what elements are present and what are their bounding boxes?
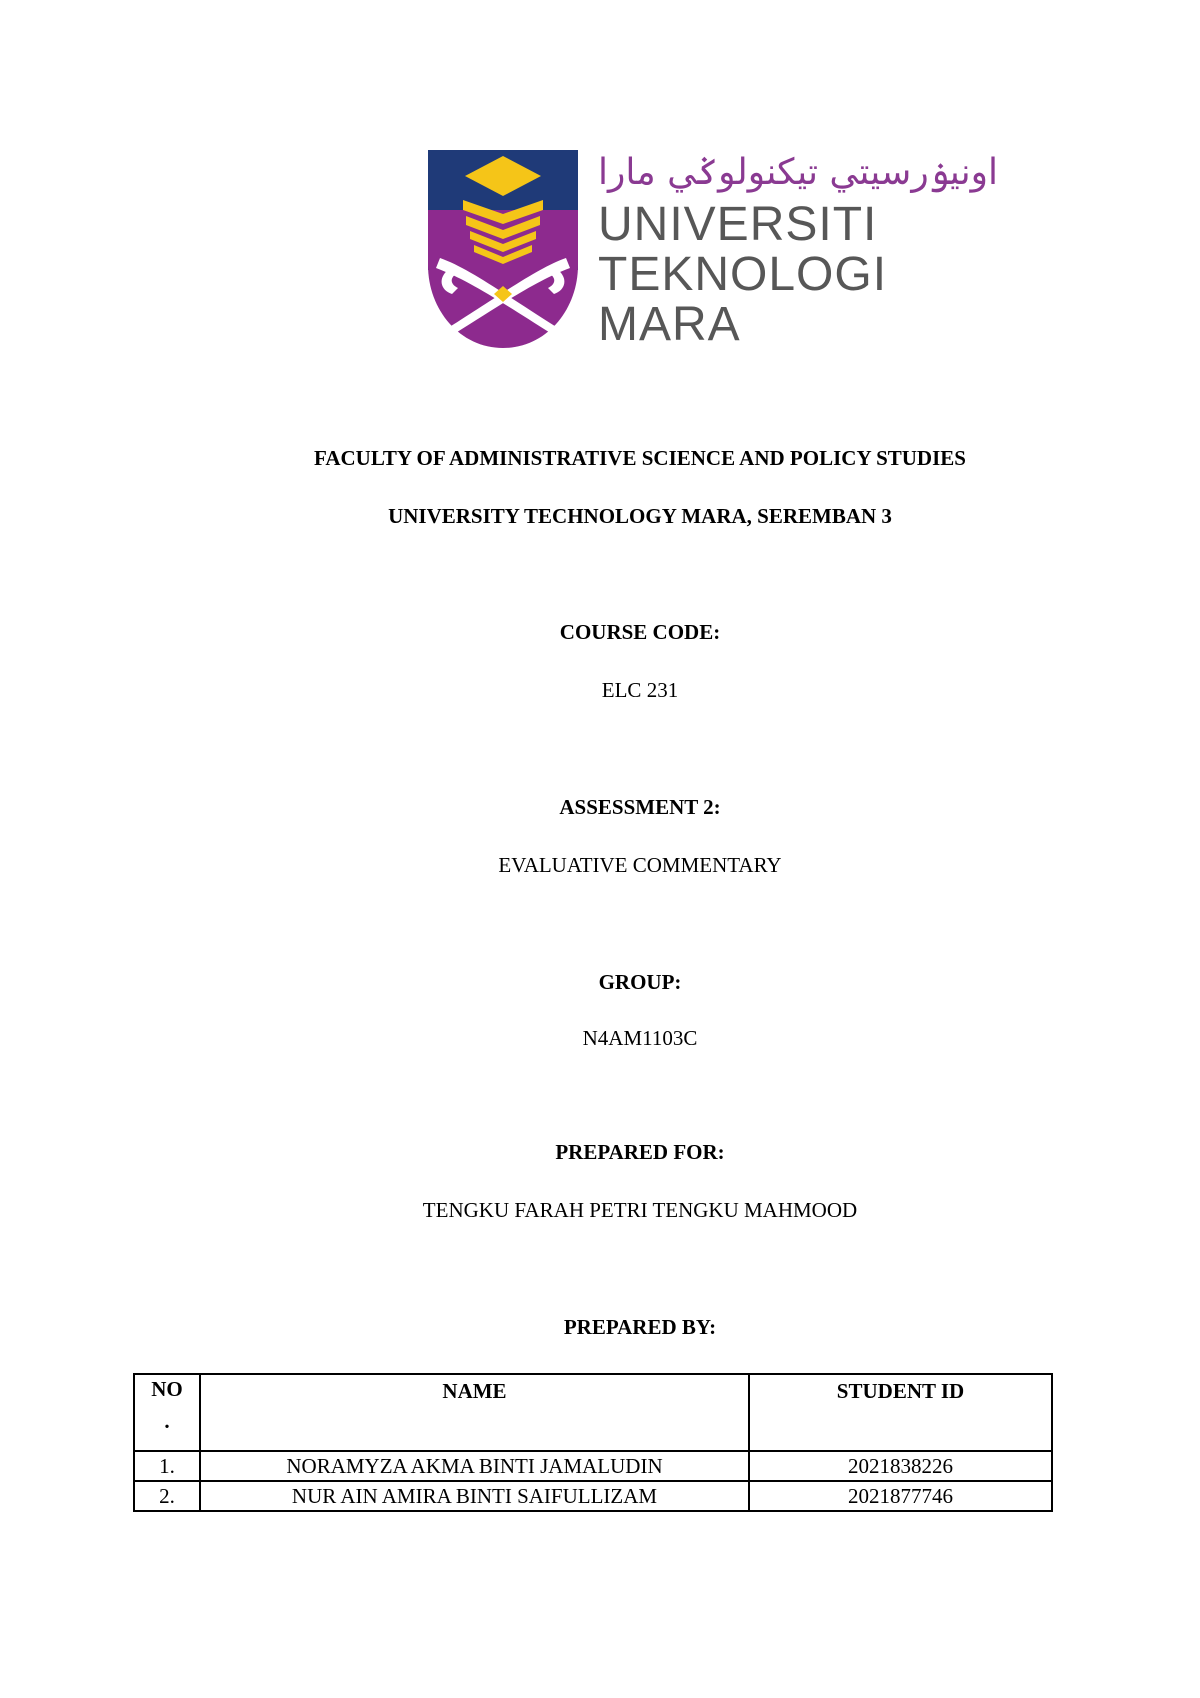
university-crest-icon bbox=[428, 150, 578, 350]
group-label: GROUP: bbox=[598, 970, 682, 994]
table-header-row bbox=[134, 1374, 1052, 1451]
table-row bbox=[134, 1481, 1052, 1511]
prepared-for-label: PREPARED FOR: bbox=[555, 1140, 725, 1164]
university-logo bbox=[428, 150, 999, 355]
header-student-id: STUDENT ID bbox=[749, 1374, 1052, 1451]
logo-line-mara: MARA bbox=[598, 298, 741, 351]
header-no-dot: . bbox=[164, 1409, 170, 1433]
table-row bbox=[134, 1451, 1052, 1481]
row-student-id: 2021877746 bbox=[749, 1481, 1052, 1511]
assessment-label: ASSESSMENT 2: bbox=[559, 795, 721, 819]
course-code-label: COURSE CODE: bbox=[559, 620, 721, 644]
row-no: 2. bbox=[134, 1481, 200, 1511]
row-name: NORAMYZA AKMA BINTI JAMALUDIN bbox=[200, 1451, 749, 1481]
row-name: NUR AIN AMIRA BINTI SAIFULLIZAM bbox=[200, 1481, 749, 1511]
prepared-by-label: PREPARED BY: bbox=[563, 1315, 717, 1339]
prepared-for-value: TENGKU FARAH PETRI TENGKU MAHMOOD bbox=[422, 1198, 858, 1222]
logo-jawi-text: اونيۏرسيتي تيكنولوݢي مارا bbox=[598, 152, 999, 193]
header-name: NAME bbox=[200, 1374, 749, 1451]
logo-line-universiti: UNIVERSITI bbox=[598, 198, 878, 251]
header-no bbox=[134, 1374, 200, 1451]
row-no: 1. bbox=[134, 1451, 200, 1481]
row-student-id: 2021838226 bbox=[749, 1451, 1052, 1481]
logo-wordmark bbox=[598, 150, 999, 351]
course-code-value: ELC 231 bbox=[601, 678, 679, 702]
university-name: UNIVERSITY TECHNOLOGY MARA, SEREMBAN 3 bbox=[388, 504, 892, 528]
faculty-name: FACULTY OF ADMINISTRATIVE SCIENCE AND POLICY STUDIES bbox=[314, 446, 966, 470]
group-value: N4AM1103C bbox=[582, 1026, 698, 1050]
logo-line-teknologi: TEKNOLOGI bbox=[598, 248, 888, 301]
assessment-value: EVALUATIVE COMMENTARY bbox=[498, 853, 782, 877]
header-no-text: NO bbox=[151, 1377, 183, 1401]
members-table bbox=[133, 1373, 1053, 1512]
